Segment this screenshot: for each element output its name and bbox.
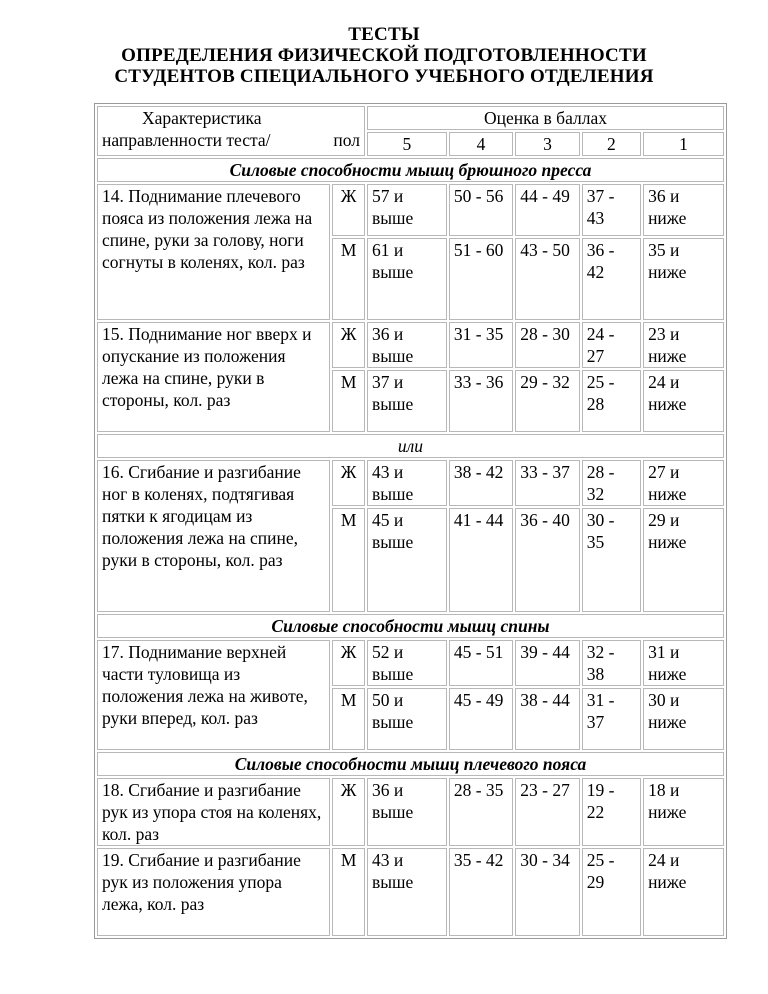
header-sex: пол: [333, 130, 361, 150]
header-score-3: 3: [515, 132, 579, 156]
test-15-f-score2: 24 - 27: [582, 322, 641, 368]
test-17-m-score5: 50 и выше: [367, 688, 447, 750]
test-15-m-score4: 33 - 36: [449, 370, 513, 432]
test-18-f-score4: 28 - 35: [449, 778, 513, 846]
header-score-5: 5: [367, 132, 447, 156]
test-15-f-score5: 36 и выше: [367, 322, 447, 368]
test-16-f-score3: 33 - 37: [515, 460, 579, 506]
header-characteristic: [97, 106, 365, 156]
test-14-name: 14. Поднимание плечевого пояса из положения лежа на спине, руки за голову, ноги согнуты в коленях, кол. раз: [97, 184, 330, 320]
test-18-f-sex: Ж: [332, 778, 365, 846]
test-17-m-score4: 45 - 49: [449, 688, 513, 750]
header-score-1: 1: [643, 132, 724, 156]
test-19-name: 19. Сгибание и разгибание рук из положения упора лежа, кол. раз: [97, 848, 330, 936]
test-16-m-sex: М: [332, 508, 365, 612]
title-line-3: СТУДЕНТОВ СПЕЦИАЛЬНОГО УЧЕБНОГО ОТДЕЛЕНИЯ: [114, 66, 654, 87]
test-16-m-score1: 29 и ниже: [643, 508, 724, 612]
title-line-2: ОПРЕДЕЛЕНИЯ ФИЗИЧЕСКОЙ ПОДГОТОВЛЕННОСТИ: [121, 45, 647, 66]
header-char-line2: направленности теста/: [102, 130, 271, 150]
test-16-m-score2: 30 - 35: [582, 508, 641, 612]
test-17-name: 17. Поднимание верхней части туловища из положения лежа на животе, руки вперед, кол. раз: [97, 640, 330, 750]
section-abs: Силовые способности мышц брюшного пресса: [97, 158, 724, 182]
section-back: Силовые способности мышц спины: [97, 614, 724, 638]
test-15-f-score1: 23 и ниже: [643, 322, 724, 368]
test-17-m-score1: 30 и ниже: [643, 688, 724, 750]
test-19-m-score3: 30 - 34: [515, 848, 579, 936]
test-14-m-score3: 43 - 50: [515, 238, 579, 320]
test-15-f-score4: 31 - 35: [449, 322, 513, 368]
test-17-m-sex: М: [332, 688, 365, 750]
test-16-f-score4: 38 - 42: [449, 460, 513, 506]
test-15-name: 15. Поднимание ног вверх и опускание из положения лежа на спине, руки в стороны, кол. раз: [97, 322, 330, 432]
header-score-2: 2: [582, 132, 641, 156]
test-15-m-score5: 37 и выше: [367, 370, 447, 432]
test-14-f-score1: 36 и ниже: [643, 184, 724, 236]
test-17-f-score3: 39 - 44: [515, 640, 579, 686]
test-17-f-score4: 45 - 51: [449, 640, 513, 686]
test-16-name: 16. Сгибание и разгибание ног в коленях, подтягивая пятки к ягодицам из положения лежа на спине, руки в стороны, кол. раз: [97, 460, 330, 612]
test-16-f-sex: Ж: [332, 460, 365, 506]
test-19-m-sex: М: [332, 848, 365, 936]
test-17-m-score3: 38 - 44: [515, 688, 579, 750]
test-18-f-score1: 18 и ниже: [643, 778, 724, 846]
test-16-f-score5: 43 и выше: [367, 460, 447, 506]
test-19-m-score1: 24 и ниже: [643, 848, 724, 936]
test-15-m-score2: 25 - 28: [582, 370, 641, 432]
test-14-f-score3: 44 - 49: [515, 184, 579, 236]
test-19-m-score2: 25 - 29: [582, 848, 641, 936]
test-17-f-score5: 52 и выше: [367, 640, 447, 686]
header-score-title: Оценка в баллах: [367, 106, 724, 130]
test-17-m-score2: 31 - 37: [582, 688, 641, 750]
test-18-f-score3: 23 - 27: [515, 778, 579, 846]
test-14-f-score2: 37 - 43: [582, 184, 641, 236]
test-15-m-sex: М: [332, 370, 365, 432]
test-19-m-score5: 43 и выше: [367, 848, 447, 936]
test-18-f-score5: 36 и выше: [367, 778, 447, 846]
header-score-4: 4: [449, 132, 513, 156]
test-16-f-score1: 27 и ниже: [643, 460, 724, 506]
test-17-f-sex: Ж: [332, 640, 365, 686]
test-15-m-score1: 24 и ниже: [643, 370, 724, 432]
standards-table: [94, 103, 727, 939]
test-14-m-score1: 35 и ниже: [643, 238, 724, 320]
test-17-f-score2: 32 - 38: [582, 640, 641, 686]
section-or: или: [97, 434, 724, 458]
test-14-m-score5: 61 и выше: [367, 238, 447, 320]
test-15-f-score3: 28 - 30: [515, 322, 579, 368]
test-18-f-score2: 19 - 22: [582, 778, 641, 846]
test-16-m-score5: 45 и выше: [367, 508, 447, 612]
test-14-f-score4: 50 - 56: [449, 184, 513, 236]
title-line-1: ТЕСТЫ: [348, 24, 420, 45]
test-14-f-score5: 57 и выше: [367, 184, 447, 236]
test-15-f-sex: Ж: [332, 322, 365, 368]
test-16-m-score3: 36 - 40: [515, 508, 579, 612]
test-19-m-score4: 35 - 42: [449, 848, 513, 936]
test-16-m-score4: 41 - 44: [449, 508, 513, 612]
test-14-m-sex: М: [332, 238, 365, 320]
header-char-line1: Характеристика: [142, 108, 262, 128]
test-16-f-score2: 28 - 32: [582, 460, 641, 506]
test-14-f-sex: Ж: [332, 184, 365, 236]
test-15-m-score3: 29 - 32: [515, 370, 579, 432]
section-shoulder: Силовые способности мышц плечевого пояса: [97, 752, 724, 776]
test-14-m-score2: 36 - 42: [582, 238, 641, 320]
test-18-name: 18. Сгибание и разгибание рук из упора стоя на коленях, кол. раз: [97, 778, 330, 846]
test-14-m-score4: 51 - 60: [449, 238, 513, 320]
test-17-f-score1: 31 и ниже: [643, 640, 724, 686]
